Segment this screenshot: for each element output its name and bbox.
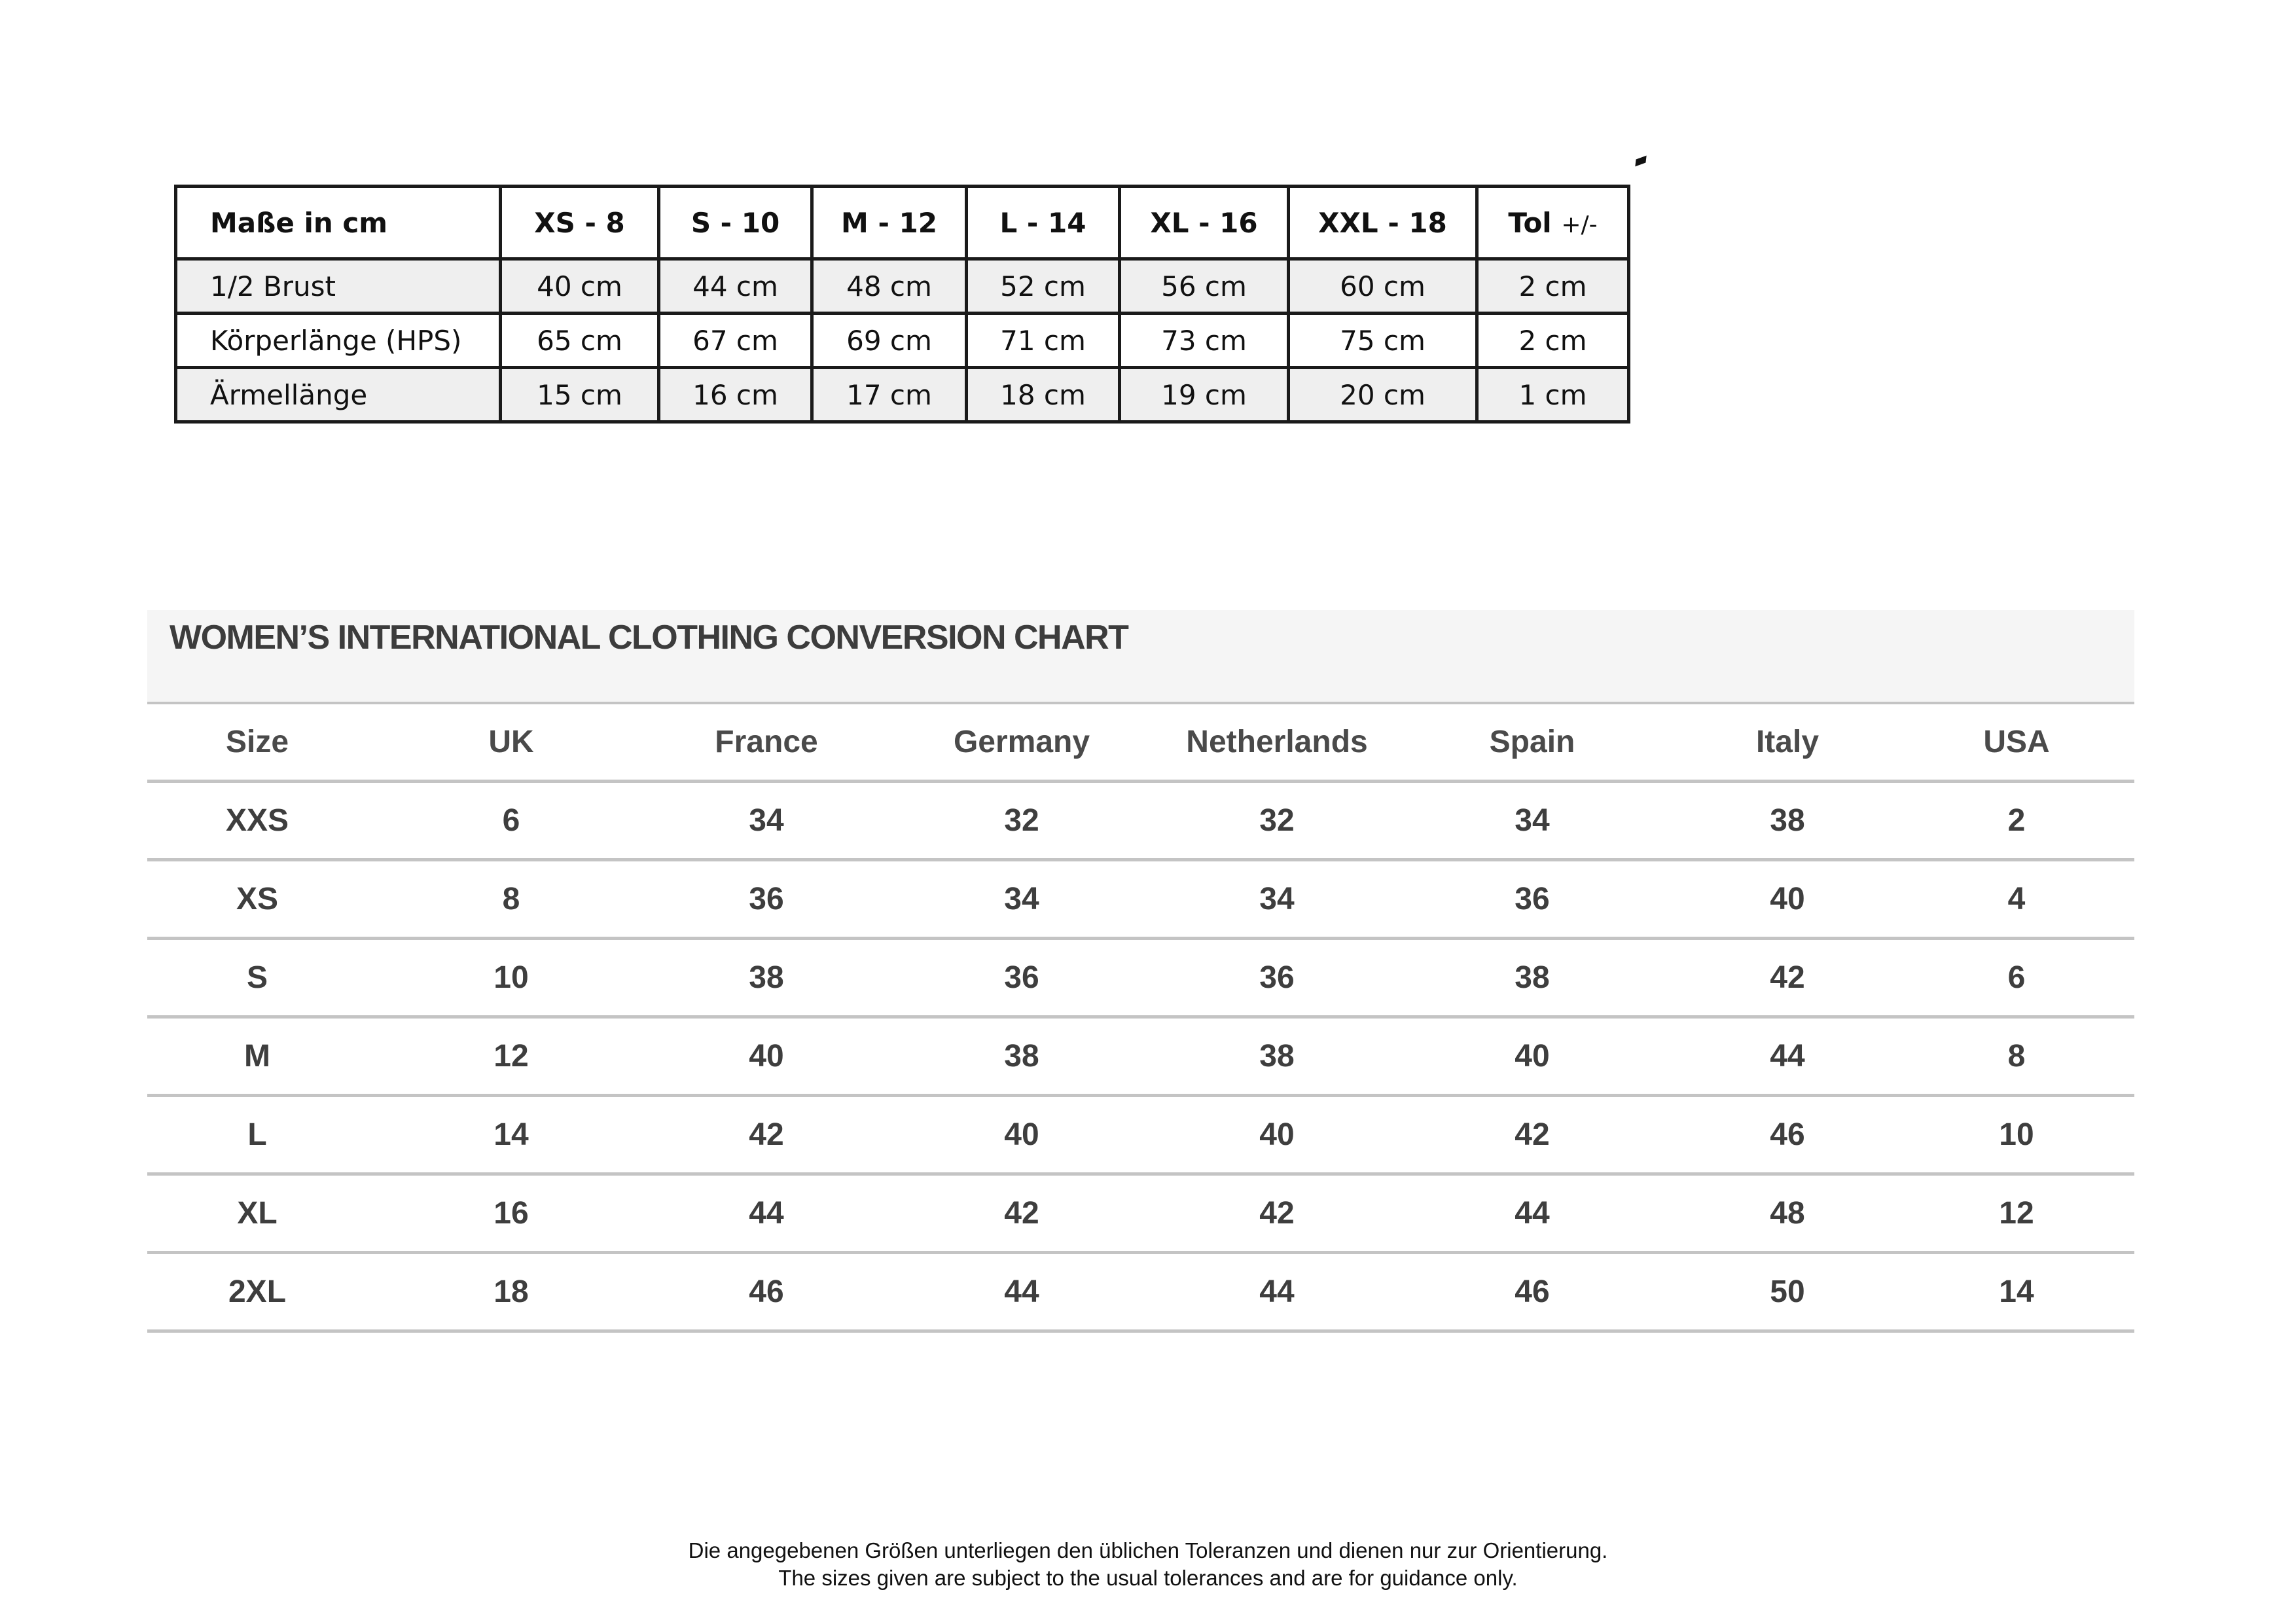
- size-table-header-xl: XL - 16: [1120, 187, 1289, 259]
- cell: 40 cm: [501, 259, 659, 314]
- cell: 18 cm: [967, 368, 1120, 422]
- cell: 44: [655, 1174, 878, 1253]
- cell: 16: [367, 1174, 655, 1253]
- cell: 36: [878, 939, 1166, 1017]
- cell: XXS: [147, 782, 367, 860]
- cell: 44: [1388, 1174, 1676, 1253]
- cell: 2 cm: [1477, 314, 1629, 368]
- cell: 19 cm: [1120, 368, 1289, 422]
- table-row: [147, 939, 2134, 1017]
- size-table-header-xs: XS - 8: [501, 187, 659, 259]
- header-uk: UK: [367, 704, 655, 782]
- cell: 10: [1899, 1096, 2134, 1174]
- cell: 4: [1899, 860, 2134, 939]
- footer-line-german: Die angegebenen Größen unterliegen den üblichen Toleranzen und dienen nur zur Orientierung.: [688, 1538, 1608, 1562]
- cell: 1 cm: [1477, 368, 1629, 422]
- cell: 20 cm: [1289, 368, 1477, 422]
- cell: 73 cm: [1120, 314, 1289, 368]
- cell: 15 cm: [501, 368, 659, 422]
- size-table-header-measure: Maße in cm: [176, 187, 501, 259]
- cell: 42: [1388, 1096, 1676, 1174]
- cell: 46: [1676, 1096, 1899, 1174]
- header-germany: Germany: [878, 704, 1166, 782]
- table-row: [147, 782, 2134, 860]
- cell: 14: [1899, 1253, 2134, 1331]
- header-spain: Spain: [1388, 704, 1676, 782]
- cell: 36: [655, 860, 878, 939]
- size-table-header-row: [176, 187, 1629, 259]
- row-label: 1/2 Brust: [176, 259, 501, 314]
- cell: M: [147, 1017, 367, 1096]
- cell: 44 cm: [659, 259, 812, 314]
- cell: 46: [655, 1253, 878, 1331]
- cell: 40: [1166, 1096, 1388, 1174]
- cell: L: [147, 1096, 367, 1174]
- conversion-header-row: [147, 704, 2134, 782]
- cell: XS: [147, 860, 367, 939]
- cell: 18: [367, 1253, 655, 1331]
- cell: 32: [878, 782, 1166, 860]
- cell: 40: [1676, 860, 1899, 939]
- cell: 38: [1388, 939, 1676, 1017]
- cell: 38: [878, 1017, 1166, 1096]
- size-table-header-xxl: XXL - 18: [1289, 187, 1477, 259]
- cell: XL: [147, 1174, 367, 1253]
- cell: 34: [878, 860, 1166, 939]
- cell: 52 cm: [967, 259, 1120, 314]
- cell: 6: [1899, 939, 2134, 1017]
- cell: 36: [1166, 939, 1388, 1017]
- cell: 46: [1388, 1253, 1676, 1331]
- cell: 38: [655, 939, 878, 1017]
- cell: 44: [1676, 1017, 1899, 1096]
- cell: 48 cm: [812, 259, 967, 314]
- conversion-chart-title: WOMEN’S INTERNATIONAL CLOTHING CONVERSION CHART: [170, 619, 1128, 657]
- cell: 75 cm: [1289, 314, 1477, 368]
- header-netherlands: Netherlands: [1166, 704, 1388, 782]
- table-row: [147, 1174, 2134, 1253]
- cell: 2XL: [147, 1253, 367, 1331]
- pen-mark: [1635, 156, 1646, 167]
- row-label: Körperlänge (HPS): [176, 314, 501, 368]
- footer-note: [0, 1537, 2296, 1592]
- size-table-header-l: L - 14: [967, 187, 1120, 259]
- cell: 12: [1899, 1174, 2134, 1253]
- cell: 42: [1166, 1174, 1388, 1253]
- cell: 67 cm: [659, 314, 812, 368]
- cell: 6: [367, 782, 655, 860]
- cell: 8: [1899, 1017, 2134, 1096]
- size-table-header-tol: [1477, 187, 1629, 259]
- header-france: France: [655, 704, 878, 782]
- size-table-row-brust: [176, 259, 1629, 314]
- cell: 16 cm: [659, 368, 812, 422]
- cell: 38: [1676, 782, 1899, 860]
- cell: 44: [1166, 1253, 1388, 1331]
- header-usa: USA: [1899, 704, 2134, 782]
- cell: S: [147, 939, 367, 1017]
- cell: 42: [878, 1174, 1166, 1253]
- cell: 14: [367, 1096, 655, 1174]
- table-row: [147, 860, 2134, 939]
- cell: 48: [1676, 1174, 1899, 1253]
- cell: 34: [1388, 782, 1676, 860]
- header-italy: Italy: [1676, 704, 1899, 782]
- cell: 60 cm: [1289, 259, 1477, 314]
- cell: 32: [1166, 782, 1388, 860]
- size-table-header-s: S - 10: [659, 187, 812, 259]
- conversion-table: [147, 704, 2134, 1333]
- size-measurement-table: [174, 185, 1630, 424]
- cell: 69 cm: [812, 314, 967, 368]
- cell: 36: [1388, 860, 1676, 939]
- tol-label: Tol: [1508, 206, 1552, 239]
- header-size: Size: [147, 704, 367, 782]
- row-label: Ärmellänge: [176, 368, 501, 422]
- size-table-row-aermellaenge: [176, 368, 1629, 422]
- cell: 12: [367, 1017, 655, 1096]
- cell: 2 cm: [1477, 259, 1629, 314]
- cell: 8: [367, 860, 655, 939]
- cell: 40: [655, 1017, 878, 1096]
- cell: 44: [878, 1253, 1166, 1331]
- cell: 2: [1899, 782, 2134, 860]
- cell: 42: [655, 1096, 878, 1174]
- cell: 34: [1166, 860, 1388, 939]
- conversion-chart: [147, 610, 2134, 1333]
- footer-line-english: The sizes given are subject to the usual tolerances and are for guidance only.: [778, 1566, 1518, 1590]
- cell: 42: [1676, 939, 1899, 1017]
- cell: 50: [1676, 1253, 1899, 1331]
- cell: 56 cm: [1120, 259, 1289, 314]
- table-row: [147, 1017, 2134, 1096]
- table-row: [147, 1253, 2134, 1331]
- table-row: [147, 1096, 2134, 1174]
- cell: 40: [878, 1096, 1166, 1174]
- cell: 10: [367, 939, 655, 1017]
- conversion-chart-title-bar: [147, 610, 2134, 704]
- cell: 38: [1166, 1017, 1388, 1096]
- cell: 40: [1388, 1017, 1676, 1096]
- cell: 17 cm: [812, 368, 967, 422]
- cell: 65 cm: [501, 314, 659, 368]
- tol-suffix: +/-: [1561, 211, 1598, 238]
- size-table-header-m: M - 12: [812, 187, 967, 259]
- size-table-row-koerperlaenge: [176, 314, 1629, 368]
- cell: 34: [655, 782, 878, 860]
- cell: 71 cm: [967, 314, 1120, 368]
